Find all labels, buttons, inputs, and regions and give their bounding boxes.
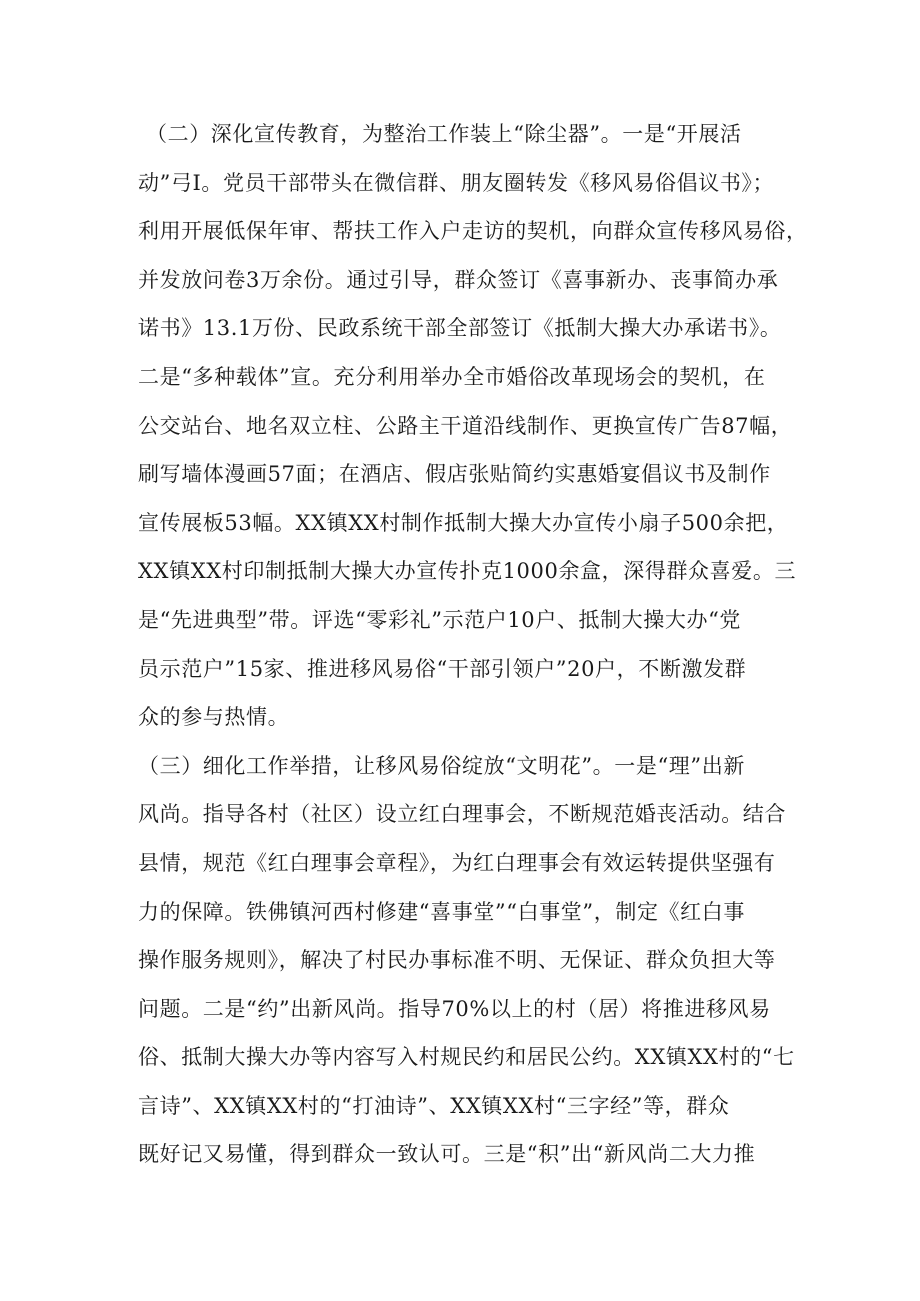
text-line: 操作服务规则》，解决了村民办事标准不明、无保证、群众负担大等 <box>138 948 776 973</box>
text-line: 众的参与热情。 <box>138 705 290 730</box>
text-line: 言诗”、XX镇XX村的“打油诗”、XX镇XX村“三字经”等，群众 <box>138 1093 730 1118</box>
text-line: 是“先进典型”带。评选“零彩礼”示范户10户、抵制大操大办“党 <box>138 607 741 632</box>
text-line: 宣传展板53幅。XX镇XX村制作抵制大操大办宣传小扇子500余把， <box>138 510 789 535</box>
text-line: 力的保障。铁佛镇河西村修建“喜事堂”“白事堂”，制定《红白事 <box>138 899 745 924</box>
text-line: 诺书》13.1万份、民政系统干部全部签订《抵制大操大办承诺书》。 <box>138 316 782 341</box>
text-line: 问题。二是“约”出新风尚。指导70%以上的村（居）将推进移风易 <box>138 996 771 1021</box>
text-line: 动”弓I。党员干部带头在微信群、朋友圈转发《移风易俗倡议书》； <box>138 170 775 195</box>
text-line: 利用开展低保年审、帮扶工作入户走访的契机，向群众宣传移风易俗， <box>138 219 808 244</box>
text-line: 既好记又易懂，得到群众一致认可。三是“积”出“新风尚二大力推 <box>138 1142 756 1167</box>
text-line: 俗、抵制大操大办等内容写入村规民约和居民公约。XX镇XX村的“七 <box>138 1045 795 1070</box>
text-line: 县情，规范《红白理事会章程》，为红白理事会有效运转提供坚强有 <box>138 850 776 875</box>
body-text <box>138 110 808 1179</box>
text-line: 员示范户”15家、推进移风易俗“干部引领户”20户，不断激发群 <box>138 656 747 681</box>
text-line: 公交站台、地名双立柱、公路主干道沿线制作、更换宣传广告87幅， <box>138 413 793 438</box>
text-line: 风尚。指导各村（社区）设立红白理事会，不断规范婚丧活动。结合 <box>138 802 786 827</box>
text-line: （二）深化宣传教育，为整治工作装上“除尘器”。一是“开展活 <box>146 122 742 146</box>
text-line: 并发放问卷3万余份。通过引导，群众签订《喜事新办、丧事简办承 <box>138 267 779 292</box>
text-line: 刷写墙体漫画57面；在酒店、假店张贴简约实惠婚宴倡议书及制作 <box>138 462 771 487</box>
text-line: XX镇XX村印制抵制大操大办宣传扑克1000余盒，深得群众喜爱。三 <box>138 559 797 584</box>
text-line: 二是“多种载体”宣。充分利用举办全市婚俗改革现场会的契机，在 <box>138 364 766 389</box>
text-line: （三）细化工作举措，让移风易俗绽放“文明花”。一是“理”出新 <box>138 753 745 778</box>
